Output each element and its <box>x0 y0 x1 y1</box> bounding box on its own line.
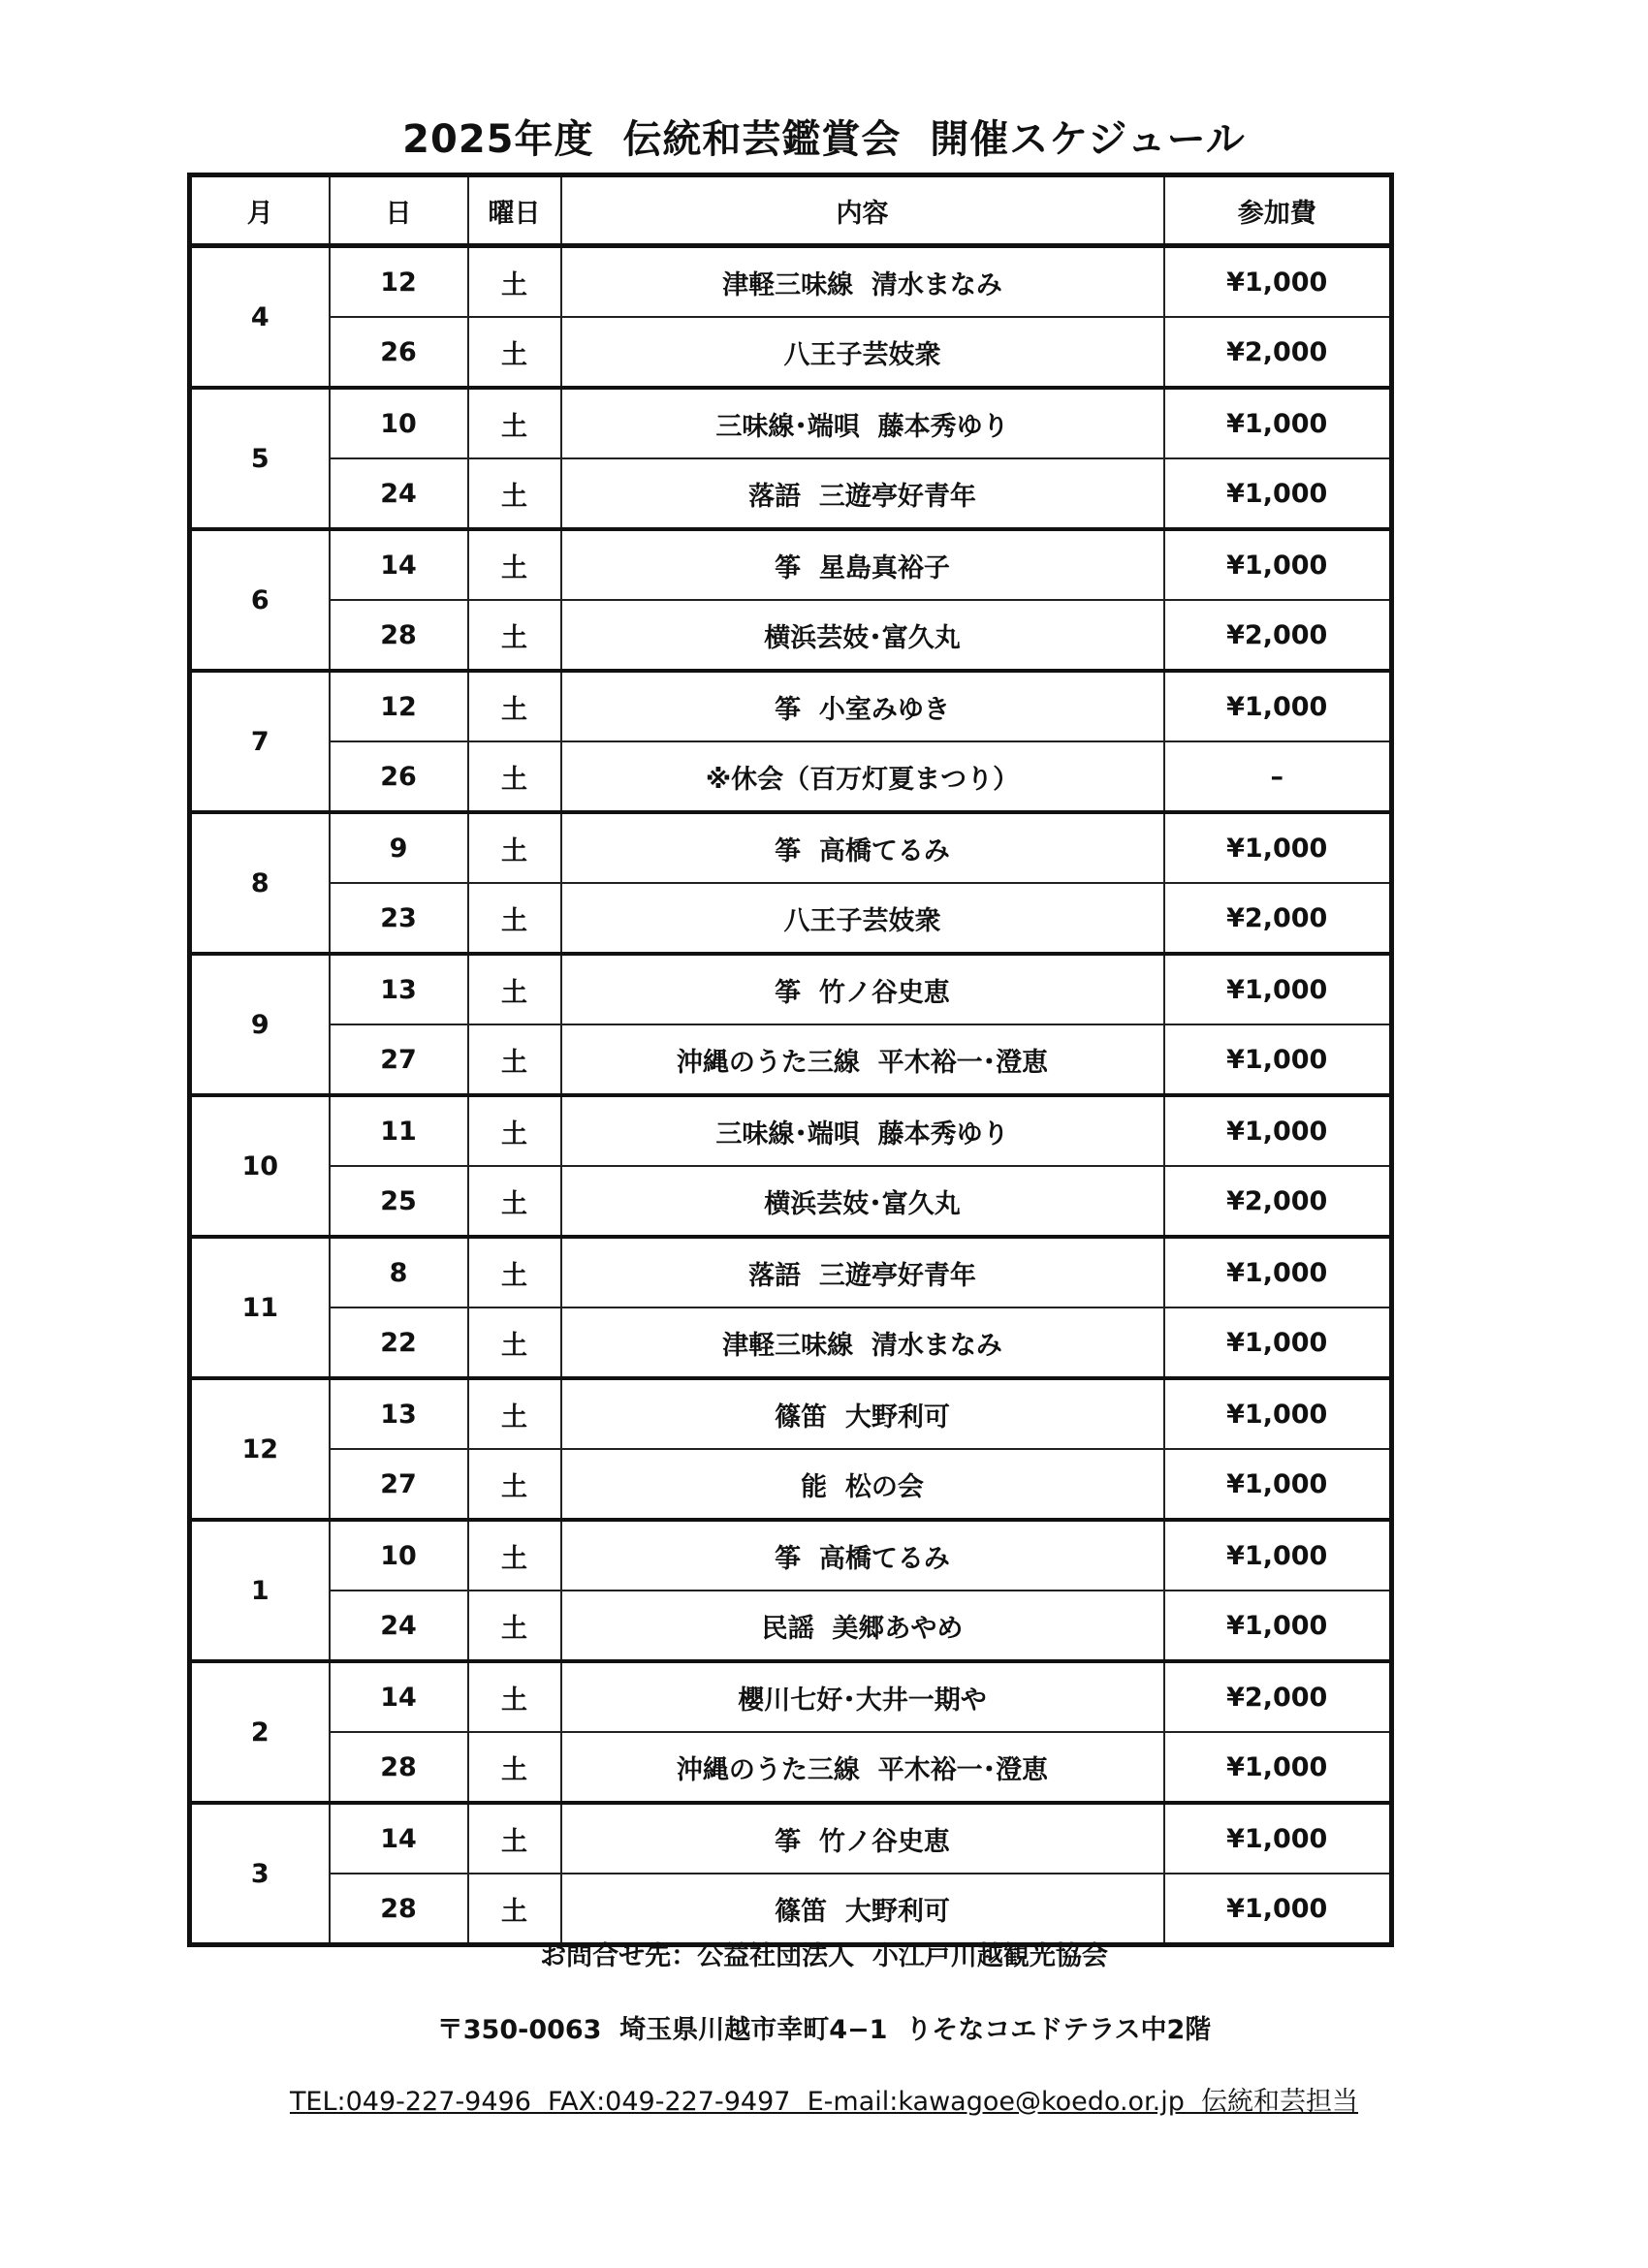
day-cell: 28 <box>330 600 468 671</box>
weekday-cell: 土 <box>468 1591 561 1661</box>
content-cell: 篠笛 大野利可 <box>561 1874 1164 1945</box>
content-cell: 櫻川七好･大井一期や <box>561 1661 1164 1732</box>
weekday-cell: 土 <box>468 1661 561 1732</box>
content-cell: 横浜芸妓･富久丸 <box>561 600 1164 671</box>
header-row <box>190 175 1392 246</box>
fee-cell: ¥1,000 <box>1164 1095 1392 1166</box>
table-row <box>190 317 1392 388</box>
weekday-cell: 土 <box>468 954 561 1024</box>
table-row <box>190 1095 1392 1166</box>
table-row <box>190 388 1392 458</box>
fee-cell: ¥2,000 <box>1164 1661 1392 1732</box>
weekday-cell: 土 <box>468 1803 561 1874</box>
fee-cell: ¥1,000 <box>1164 671 1392 741</box>
content-cell: 横浜芸妓･富久丸 <box>561 1166 1164 1237</box>
day-cell: 28 <box>330 1732 468 1803</box>
fee-cell: ¥2,000 <box>1164 600 1392 671</box>
fee-cell: ¥1,000 <box>1164 1591 1392 1661</box>
month-cell: 10 <box>190 1095 330 1237</box>
day-cell: 28 <box>330 1874 468 1945</box>
content-cell: 沖縄のうた三線 平木裕一･澄恵 <box>561 1024 1164 1095</box>
contact-line: お問合せ先：公益社団法人 小江戸川越観光協会 <box>540 1941 1108 1971</box>
content-cell: 筝 竹ノ谷史恵 <box>561 1803 1164 1874</box>
content-cell: 落語 三遊亭好青年 <box>561 458 1164 529</box>
content-cell: ※休会（百万灯夏まつり） <box>561 741 1164 812</box>
table-row <box>190 1732 1392 1803</box>
weekday-cell: 土 <box>468 1024 561 1095</box>
fee-cell: ¥2,000 <box>1164 883 1392 954</box>
content-cell: 筝 竹ノ谷史恵 <box>561 954 1164 1024</box>
weekday-cell: 土 <box>468 1166 561 1237</box>
table-row <box>190 246 1392 318</box>
content-cell: 筝 高橋てるみ <box>561 812 1164 883</box>
table-row <box>190 1024 1392 1095</box>
table-row <box>190 1237 1392 1307</box>
table-row <box>190 1661 1392 1732</box>
day-cell: 22 <box>330 1307 468 1378</box>
day-cell: 27 <box>330 1449 468 1520</box>
weekday-cell: 土 <box>468 1520 561 1591</box>
month-cell: 9 <box>190 954 330 1095</box>
content-cell: 筝 星島真裕子 <box>561 529 1164 600</box>
content-cell: 三味線･端唄 藤本秀ゆり <box>561 1095 1164 1166</box>
fee-cell: ¥1,000 <box>1164 246 1392 318</box>
weekday-cell: 土 <box>468 1307 561 1378</box>
tel-fax-email-line: TEL:049-227-9496 FAX:049-227-9497 E-mail:kawagoe@koedo.or.jp 伝統和芸担当 <box>289 2087 1359 2117</box>
table-row <box>190 812 1392 883</box>
month-cell: 4 <box>190 246 330 389</box>
fee-cell: ¥1,000 <box>1164 1024 1392 1095</box>
content-cell: 沖縄のうた三線 平木裕一･澄恵 <box>561 1732 1164 1803</box>
content-cell: 筝 高橋てるみ <box>561 1520 1164 1591</box>
weekday-cell: 土 <box>468 1378 561 1449</box>
weekday-cell: 土 <box>468 1449 561 1520</box>
content-cell: 篠笛 大野利可 <box>561 1378 1164 1449</box>
header-content: 内容 <box>561 175 1164 246</box>
weekday-cell: 土 <box>468 741 561 812</box>
day-cell: 10 <box>330 388 468 458</box>
fee-cell: ¥1,000 <box>1164 1307 1392 1378</box>
content-cell: 能 松の会 <box>561 1449 1164 1520</box>
weekday-cell: 土 <box>468 812 561 883</box>
table-row <box>190 1520 1392 1591</box>
day-cell: 13 <box>330 1378 468 1449</box>
content-cell: 八王子芸妓衆 <box>561 317 1164 388</box>
weekday-cell: 土 <box>468 1732 561 1803</box>
fee-cell: ¥1,000 <box>1164 1237 1392 1307</box>
month-cell: 5 <box>190 388 330 529</box>
fee-cell: ¥1,000 <box>1164 458 1392 529</box>
fee-cell: – <box>1164 741 1392 812</box>
content-cell: 落語 三遊亭好青年 <box>561 1237 1164 1307</box>
page-title: 2025年度 伝統和芸鑑賞会 開催スケジュール <box>402 117 1246 162</box>
schedule-table <box>187 173 1394 1947</box>
fee-cell: ¥1,000 <box>1164 1378 1392 1449</box>
content-cell: 津軽三味線 清水まなみ <box>561 246 1164 318</box>
month-cell: 1 <box>190 1520 330 1661</box>
month-cell: 3 <box>190 1803 330 1945</box>
day-cell: 11 <box>330 1095 468 1166</box>
day-cell: 26 <box>330 741 468 812</box>
month-cell: 8 <box>190 812 330 954</box>
fee-cell: ¥1,000 <box>1164 1732 1392 1803</box>
fee-cell: ¥1,000 <box>1164 388 1392 458</box>
month-cell: 11 <box>190 1237 330 1378</box>
content-cell: 八王子芸妓衆 <box>561 883 1164 954</box>
weekday-cell: 土 <box>468 458 561 529</box>
content-cell: 津軽三味線 清水まなみ <box>561 1307 1164 1378</box>
day-cell: 12 <box>330 671 468 741</box>
month-cell: 2 <box>190 1661 330 1803</box>
fee-cell: ¥1,000 <box>1164 529 1392 600</box>
weekday-cell: 土 <box>468 883 561 954</box>
day-cell: 24 <box>330 458 468 529</box>
table-row <box>190 458 1392 529</box>
table-row <box>190 741 1392 812</box>
fee-cell: ¥2,000 <box>1164 317 1392 388</box>
day-cell: 27 <box>330 1024 468 1095</box>
content-cell: 三味線･端唄 藤本秀ゆり <box>561 388 1164 458</box>
weekday-cell: 土 <box>468 1237 561 1307</box>
day-cell: 8 <box>330 1237 468 1307</box>
weekday-cell: 土 <box>468 388 561 458</box>
weekday-cell: 土 <box>468 317 561 388</box>
month-cell: 12 <box>190 1378 330 1520</box>
table-row <box>190 954 1392 1024</box>
fee-cell: ¥1,000 <box>1164 1520 1392 1591</box>
month-cell: 6 <box>190 529 330 671</box>
weekday-cell: 土 <box>468 671 561 741</box>
day-cell: 25 <box>330 1166 468 1237</box>
table-row <box>190 1803 1392 1874</box>
header-weekday: 曜日 <box>468 175 561 246</box>
day-cell: 14 <box>330 1803 468 1874</box>
fee-cell: ¥1,000 <box>1164 954 1392 1024</box>
content-cell: 筝 小室みゆき <box>561 671 1164 741</box>
table-row <box>190 883 1392 954</box>
day-cell: 23 <box>330 883 468 954</box>
address-line: 〒350-0063 埼玉県川越市幸町4−1 りそなコエドテラス中2階 <box>436 2015 1212 2045</box>
table-row <box>190 1449 1392 1520</box>
weekday-cell: 土 <box>468 529 561 600</box>
day-cell: 14 <box>330 1661 468 1732</box>
table-row <box>190 1307 1392 1378</box>
weekday-cell: 土 <box>468 246 561 318</box>
day-cell: 24 <box>330 1591 468 1661</box>
table-row <box>190 600 1392 671</box>
fee-cell: ¥1,000 <box>1164 1449 1392 1520</box>
content-cell: 民謡 美郷あやめ <box>561 1591 1164 1661</box>
table-row <box>190 529 1392 600</box>
header-day: 日 <box>330 175 468 246</box>
table-row <box>190 1378 1392 1449</box>
day-cell: 13 <box>330 954 468 1024</box>
table-row <box>190 1591 1392 1661</box>
weekday-cell: 土 <box>468 1095 561 1166</box>
table-row <box>190 1166 1392 1237</box>
day-cell: 12 <box>330 246 468 318</box>
header-month: 月 <box>190 175 330 246</box>
header-fee: 参加費 <box>1164 175 1392 246</box>
schedule-body <box>190 246 1392 1945</box>
weekday-cell: 土 <box>468 1874 561 1945</box>
day-cell: 9 <box>330 812 468 883</box>
fee-cell: ¥1,000 <box>1164 1874 1392 1945</box>
day-cell: 14 <box>330 529 468 600</box>
fee-cell: ¥2,000 <box>1164 1166 1392 1237</box>
table-row <box>190 671 1392 741</box>
fee-cell: ¥1,000 <box>1164 812 1392 883</box>
fee-cell: ¥1,000 <box>1164 1803 1392 1874</box>
weekday-cell: 土 <box>468 600 561 671</box>
month-cell: 7 <box>190 671 330 812</box>
day-cell: 26 <box>330 317 468 388</box>
day-cell: 10 <box>330 1520 468 1591</box>
